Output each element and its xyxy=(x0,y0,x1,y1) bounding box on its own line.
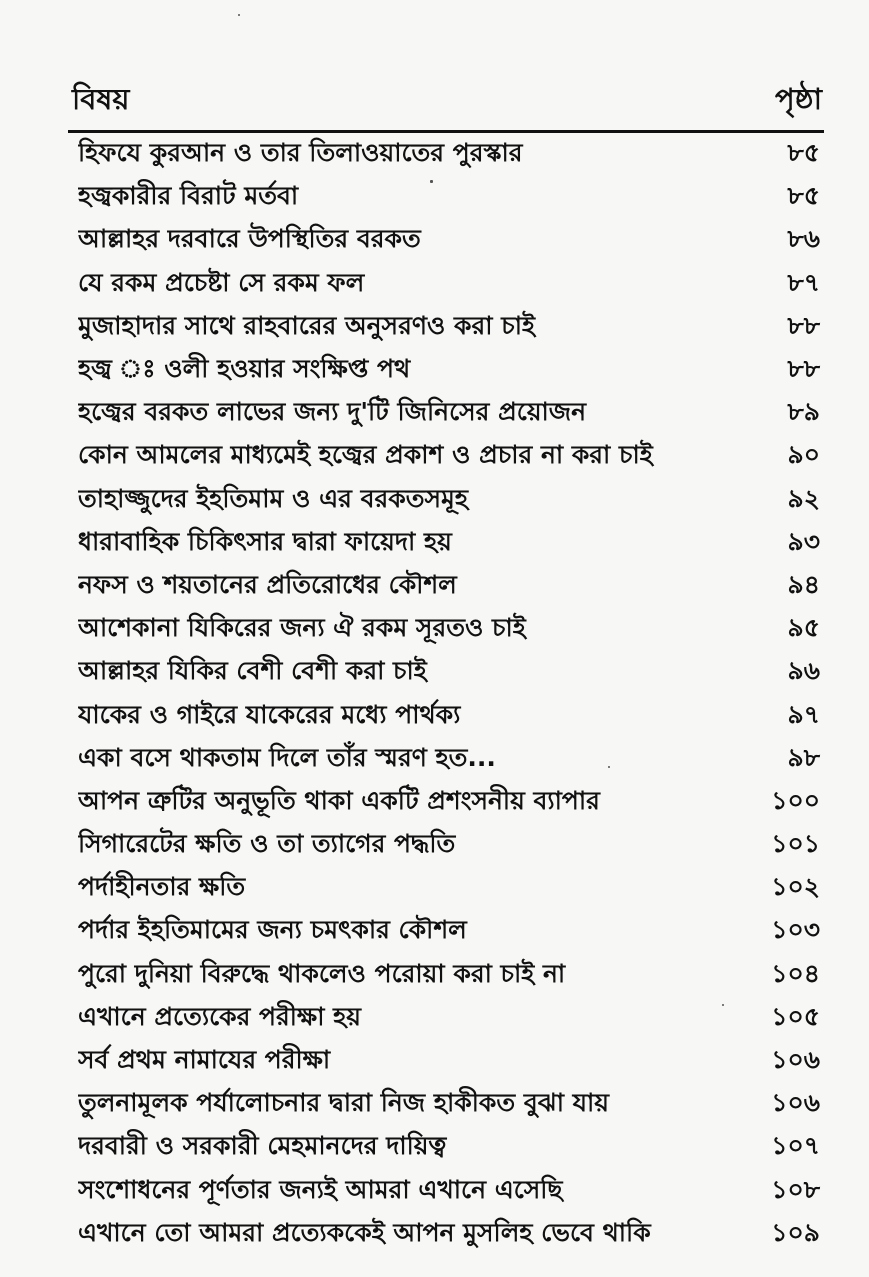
toc-entry xyxy=(68,435,824,478)
toc-entry xyxy=(68,608,824,651)
toc-entry xyxy=(68,263,824,306)
paper-speck xyxy=(238,14,240,16)
toc-entry-page-number: ১০০ xyxy=(771,785,820,815)
toc-entry xyxy=(68,867,824,910)
toc-entry-title: তাহাজ্জুদের ইহতিমাম ও এর বরকতসমূহ xyxy=(78,483,469,513)
toc-entry xyxy=(68,651,824,694)
subject-column-label: বিষয় xyxy=(72,82,130,116)
toc-entry-page-number: ১০৮ xyxy=(771,1174,820,1204)
toc-entry-page-number: ৯৪ xyxy=(787,569,820,599)
toc-entry-title: পুরো দুনিয়া বিরুদ্ধে থাকলেও পরোয়া করা চাই না xyxy=(78,958,566,988)
toc-entry-page-number: ৯৫ xyxy=(787,613,820,643)
page-column-label: পৃষ্ঠা xyxy=(775,82,822,116)
toc-entry xyxy=(68,1213,824,1256)
toc-entry-page-number: ৯২ xyxy=(787,483,820,513)
toc-entry-page-number: ১০৩ xyxy=(771,915,820,945)
toc-entry xyxy=(68,1126,824,1169)
toc-entry-page-number: ১০২ xyxy=(771,872,820,902)
toc-entry-page-number: ৮৬ xyxy=(787,224,820,254)
toc-entry-title: পর্দাহীনতার ক্ষতি xyxy=(78,872,246,902)
toc-entry-title: সিগারেটের ক্ষতি ও তা ত্যাগের পদ্ধতি xyxy=(78,829,456,859)
toc-entry-title: যাকের ও গাইরে যাকেরের মধ্যে পার্থক্য xyxy=(78,699,461,729)
toc-entry xyxy=(68,910,824,953)
toc-entry-page-number: ৮৫ xyxy=(787,138,820,168)
toc-entry-page-number: ৮৮ xyxy=(787,310,820,340)
toc-entry-page-number: ৮৯ xyxy=(787,397,820,427)
toc-entry-title: পর্দার ইহতিমামের জন্য চমৎকার কৌশল xyxy=(78,915,467,945)
toc-entry-page-number: ১০১ xyxy=(771,829,820,859)
toc-entry-title: আপন ত্রুটির অনুভূতি থাকা একটি প্রশংসনীয় ব্যাপার xyxy=(78,785,600,815)
toc-entry-title: মুজাহাদার সাথে রাহবারের অনুসরণও করা চাই xyxy=(78,310,535,340)
toc-entry-title: হজ্বের বরকত লাভের জন্য দু'টি জিনিসের প্রয়োজন xyxy=(78,397,587,427)
toc-entry-title: এখানে প্রত্যেকের পরীক্ষা হয় xyxy=(78,1001,362,1031)
toc-entry-title: ধারাবাহিক চিকিৎসার দ্বারা ফায়েদা হয় xyxy=(78,526,452,556)
toc-entry xyxy=(68,565,824,608)
table-of-contents xyxy=(68,82,824,1256)
toc-entry-page-number: ৮৭ xyxy=(787,267,820,297)
toc-entry-title: আল্লাহর যিকির বেশী বেশী করা চাই xyxy=(78,656,427,686)
toc-entry-page-number: ১০৪ xyxy=(771,958,820,988)
toc-entry-title: দরবারী ও সরকারী মেহমানদের দায়িত্ব xyxy=(78,1131,447,1161)
toc-entry-page-number: ১০৫ xyxy=(771,1001,820,1031)
toc-entry-page-number: ৮৮ xyxy=(787,354,820,384)
toc-entry xyxy=(68,1083,824,1126)
toc-entry-title: আল্লাহর দরবারে উপস্থিতির বরকত xyxy=(78,224,421,254)
toc-entry-title: নফস ও শয়তানের প্রতিরোধের কৌশল xyxy=(78,569,457,599)
toc-header xyxy=(68,82,824,133)
toc-entry xyxy=(68,392,824,435)
toc-entry-page-number: ১০৯ xyxy=(771,1217,820,1247)
toc-entry xyxy=(68,997,824,1040)
toc-entry xyxy=(68,479,824,522)
toc-entry-page-number: ১০৬ xyxy=(771,1088,820,1118)
toc-entry xyxy=(68,1170,824,1213)
toc-entry xyxy=(68,349,824,392)
toc-entry xyxy=(68,522,824,565)
toc-entry-page-number: ৮৫ xyxy=(787,181,820,211)
toc-entry xyxy=(68,1040,824,1083)
toc-entry xyxy=(68,824,824,867)
toc-entry-title: সংশোধনের পূর্ণতার জন্যই আমরা এখানে এসেছি xyxy=(78,1174,563,1204)
toc-entry xyxy=(68,306,824,349)
toc-entry-title: সর্ব প্রথম নামাযের পরীক্ষা xyxy=(78,1045,331,1075)
toc-entry xyxy=(68,694,824,737)
toc-entry-title: যে রকম প্রচেষ্টা সে রকম ফল xyxy=(78,267,365,297)
toc-entry xyxy=(68,954,824,997)
toc-entry-page-number: ৯৮ xyxy=(787,742,820,772)
toc-entry xyxy=(68,738,824,781)
toc-entry-title: আশেকানা যিকিরের জন্য ঐ রকম সূরতও চাই xyxy=(78,613,526,643)
toc-entry xyxy=(68,781,824,824)
toc-entry xyxy=(68,219,824,262)
toc-entry xyxy=(68,176,824,219)
toc-entry xyxy=(68,133,824,176)
toc-entry-page-number: ১০৭ xyxy=(771,1131,820,1161)
toc-entry-title: কোন আমলের মাধ্যমেই হজ্বের প্রকাশ ও প্রচার না করা চাই xyxy=(78,440,653,470)
toc-entry-title: হিফযে কুরআন ও তার তিলাওয়াতের পুরস্কার xyxy=(78,138,523,168)
toc-entry-page-number: ৯৭ xyxy=(787,699,820,729)
toc-entry-title: এখানে তো আমরা প্রত্যেককেই আপন মুসলিহ ভেবে থাকি xyxy=(78,1217,651,1247)
toc-entry-page-number: ৯৩ xyxy=(787,526,820,556)
toc-entry-title: একা বসে থাকতাম দিলে তাঁর স্মরণ হত... xyxy=(78,742,496,772)
toc-entry-title: হজ্ব ঃ ওলী হওয়ার সংক্ষিপ্ত পথ xyxy=(78,354,411,384)
toc-list xyxy=(68,133,824,1256)
toc-entry-title: তুলনামূলক পর্যালোচনার দ্বারা নিজ হাকীকত বুঝা যায় xyxy=(78,1088,610,1118)
toc-entry-page-number: ১০৬ xyxy=(771,1045,820,1075)
toc-entry-page-number: ৯০ xyxy=(787,440,820,470)
toc-entry-page-number: ৯৬ xyxy=(787,656,820,686)
toc-entry-title: হজ্বকারীর বিরাট মর্তবা xyxy=(78,181,299,211)
